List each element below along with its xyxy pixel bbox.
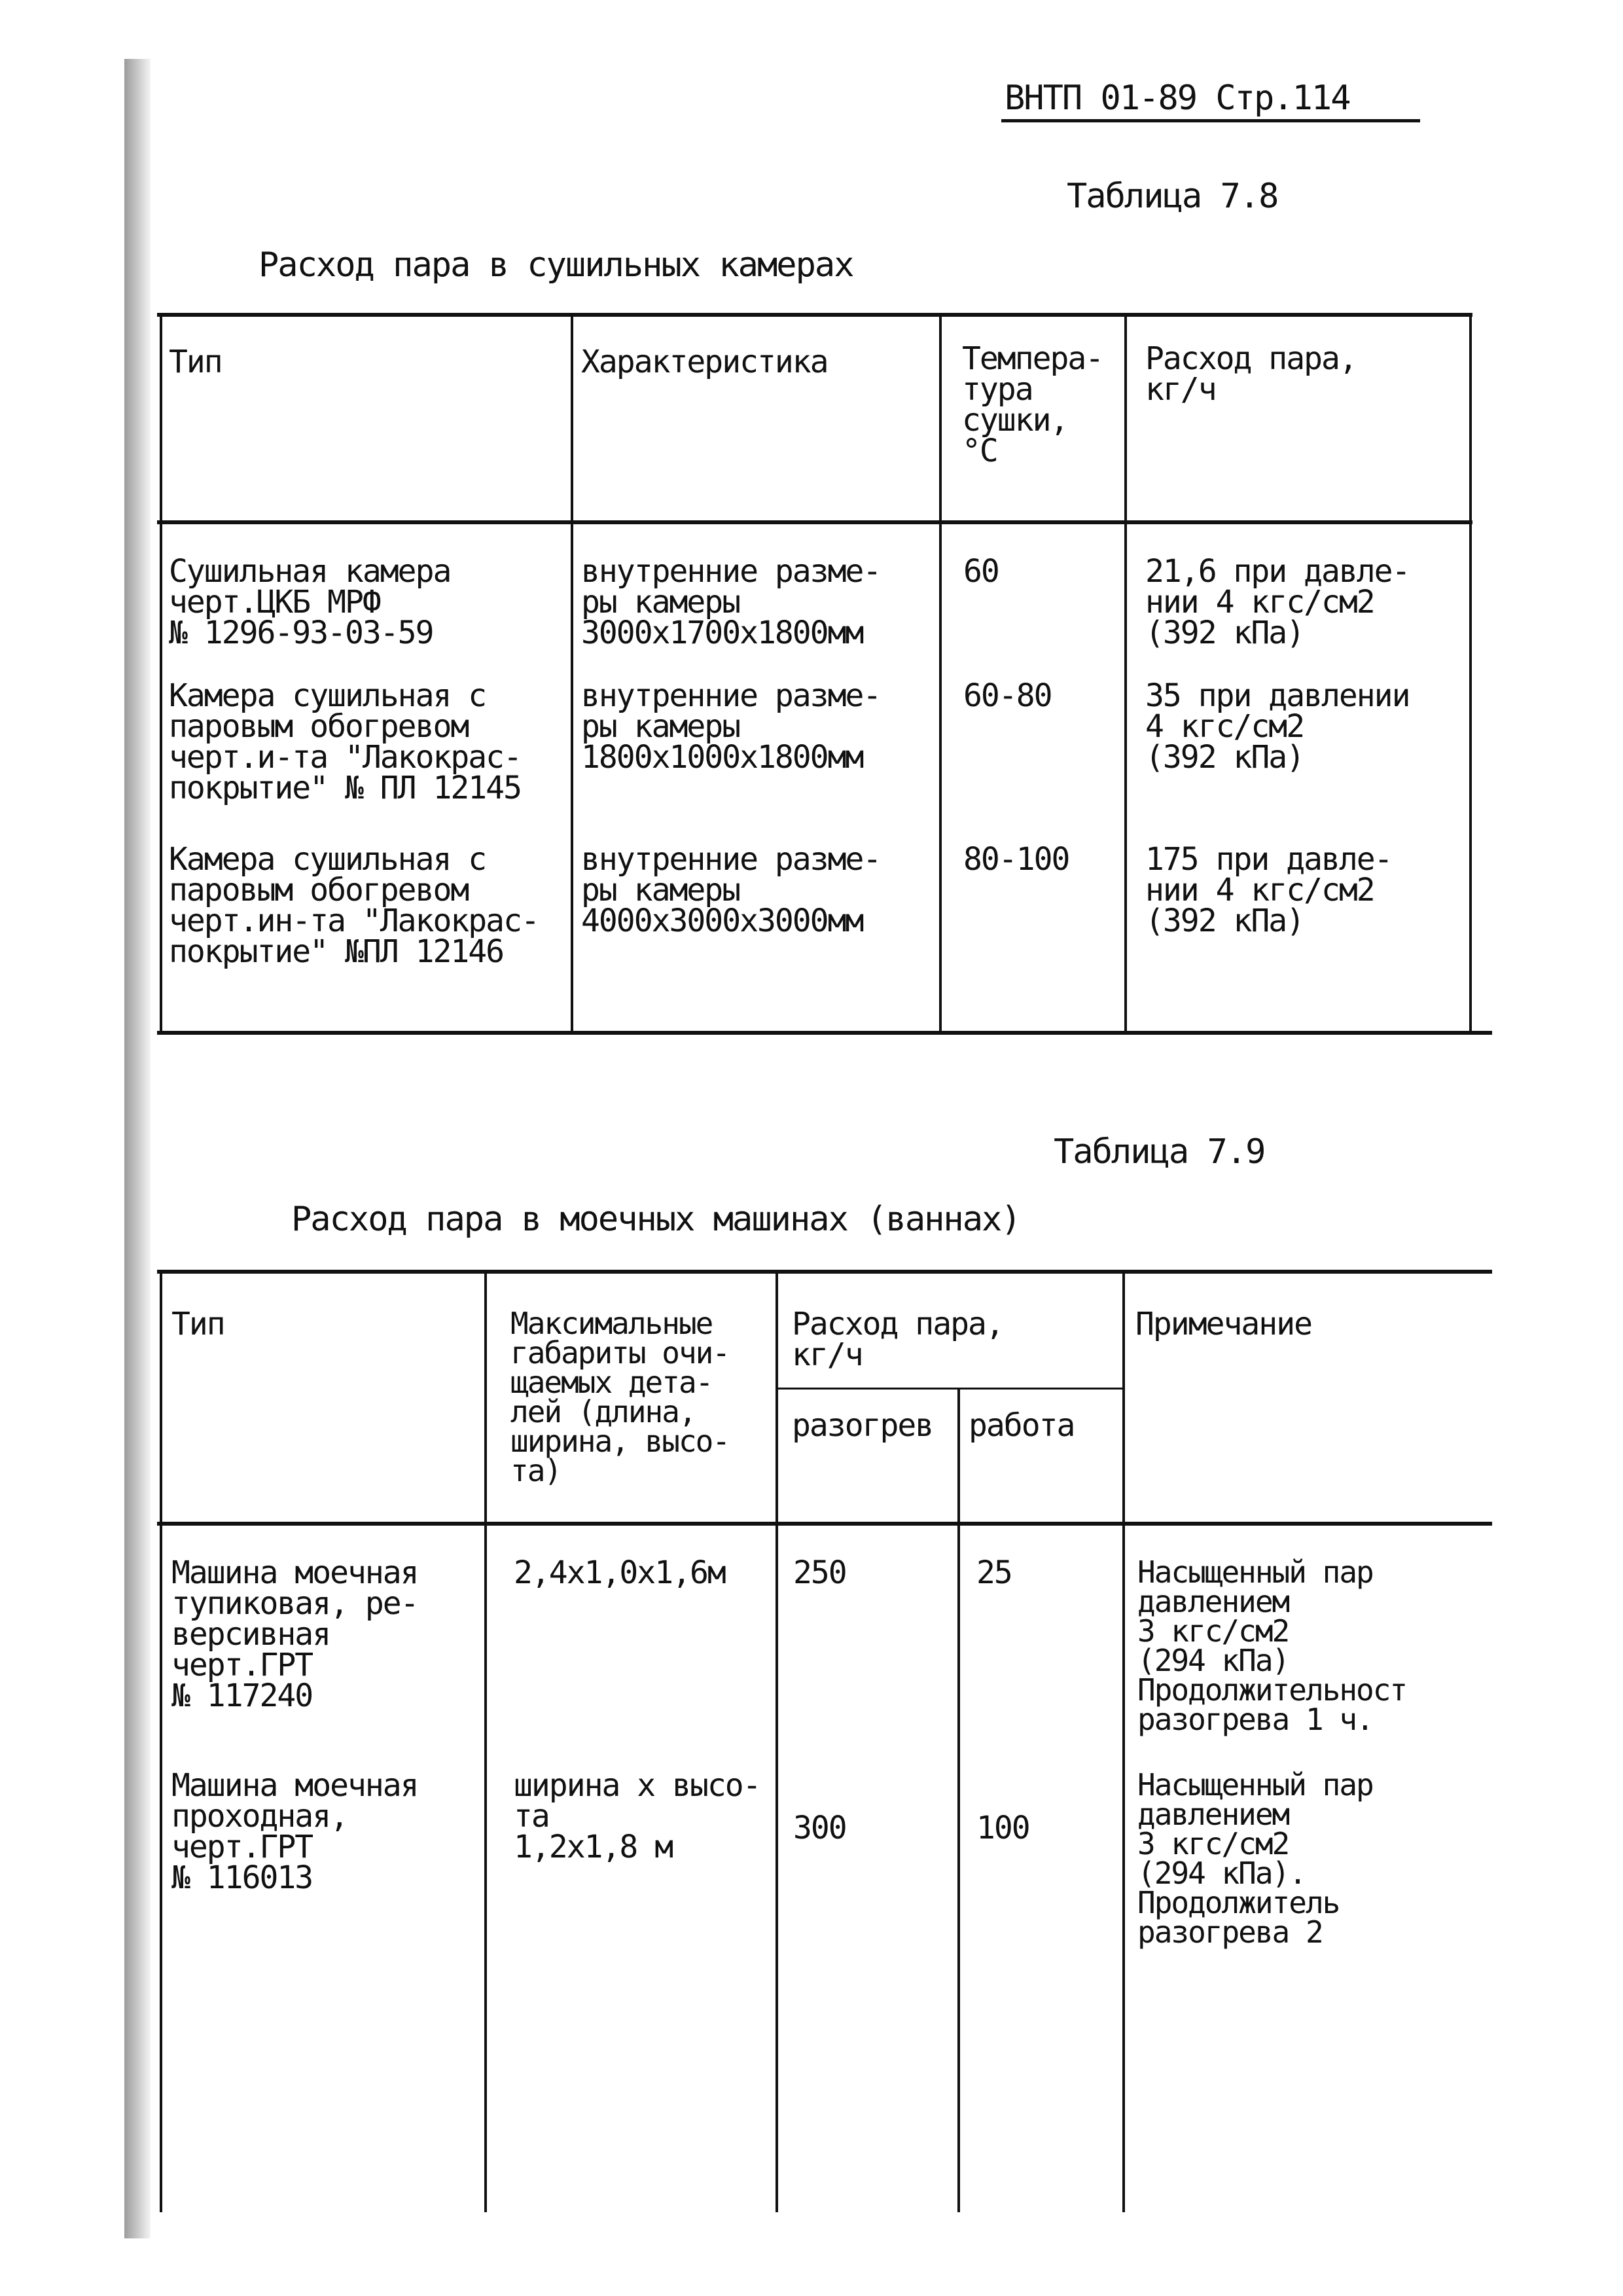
table-header-border	[157, 520, 1472, 524]
table-cell: Камера сушильная с паровым обогревом черт.ин-та "Лакокрас- покрытие" №ПЛ 12146	[169, 841, 539, 970]
header-steam-consumption: Расход пара, кг/ч	[1145, 340, 1357, 408]
table-col-line	[1124, 313, 1127, 1034]
header-note: Примечание	[1135, 1306, 1311, 1342]
table-cell: 35 при давлении 4 кгс/см2 (392 кПа)	[1145, 677, 1410, 776]
table-header-border	[157, 1522, 1492, 1526]
table-7-9-title: Расход пара в моечных машинах (ваннах)	[291, 1200, 1020, 1239]
table-7-8-caption: Таблица 7.8	[1067, 177, 1278, 216]
document-code: ВНТП 01-89 Стр.114	[1005, 79, 1350, 118]
table-cell: 21,6 при давле- нии 4 кгс/см2 (392 кПа)	[1145, 553, 1410, 651]
table-cell: внутренние разме- ры камеры 1800х1000х1800мм	[581, 677, 881, 776]
header-type: Тип	[169, 344, 222, 380]
table-cell: внутренние разме- ры камеры 4000х3000х3000мм	[581, 841, 881, 939]
table-cell: 60-80	[963, 677, 1052, 714]
header-dimensions: Максимальные габариты очи- щаемых дета- лей (длина, ширина, высо- та)	[510, 1306, 730, 1488]
table-cell: 250	[793, 1554, 846, 1591]
header-operation: работа	[969, 1407, 1075, 1444]
header-steam-consumption: Расход пара, кг/ч	[792, 1306, 1003, 1373]
table-top-border	[157, 1270, 1492, 1274]
table-cell: Машина моечная тупиковая, ре- версивная черт.ГРТ № 117240	[171, 1554, 418, 1714]
table-col-line	[776, 1270, 778, 2212]
table-cell: 60	[963, 553, 999, 590]
table-cell: 80-100	[963, 841, 1069, 878]
header-characteristic: Характеристика	[581, 344, 828, 380]
table-cell: внутренние разме- ры камеры 3000х1700х1800мм	[581, 553, 881, 651]
table-col-line	[484, 1270, 487, 2212]
header-type: Тип	[171, 1306, 224, 1342]
table-cell: 2,4х1,0х1,6м	[514, 1554, 725, 1591]
table-cell: Насыщенный пар давлением 3 кгс/см2 (294 кПа) Продолжительност разогрева 1 ч.	[1137, 1554, 1407, 1737]
table-cell: Машина моечная проходная, черт.ГРТ № 116013	[171, 1767, 418, 1896]
table-col-line	[571, 313, 573, 1034]
table-cell: 100	[976, 1810, 1029, 1846]
table-col-line	[1469, 313, 1472, 1034]
table-col-line	[1122, 1270, 1125, 2212]
table-col-line	[160, 1270, 162, 2212]
table-cell: Насыщенный пар давлением 3 кгс/см2 (294 кПа). Продолжитель разогрева 2	[1137, 1767, 1373, 1950]
table-cell: ширина х высо- та 1,2х1,8 м	[514, 1767, 760, 1865]
table-subheader-border	[776, 1388, 1122, 1390]
table-7-9-caption: Таблица 7.9	[1054, 1132, 1265, 1172]
table-7-8-title: Расход пара в сушильных камерах	[259, 245, 853, 285]
table-cell: 25	[976, 1554, 1012, 1591]
table-col-line	[957, 1388, 960, 2212]
table-cell: 175 при давле- нии 4 кгс/см2 (392 кПа)	[1145, 841, 1392, 939]
header-temperature: Темпера- тура сушки, °С	[962, 340, 1103, 469]
header-underline	[1001, 119, 1420, 122]
table-cell: Сушильная камера черт.ЦКБ МРФ № 1296-93-03-59	[169, 553, 451, 651]
table-cell: 300	[793, 1810, 846, 1846]
table-col-line	[939, 313, 942, 1034]
table-cell: Камера сушильная с паровым обогревом черт.и-та "Лакокрас- покрытие" № ПЛ 12145	[169, 677, 521, 806]
table-top-border	[157, 313, 1472, 317]
scan-shadow	[124, 59, 151, 2238]
table-col-line	[160, 313, 162, 1034]
table-bottom-border	[157, 1031, 1492, 1035]
header-heating: разогрев	[792, 1407, 933, 1444]
